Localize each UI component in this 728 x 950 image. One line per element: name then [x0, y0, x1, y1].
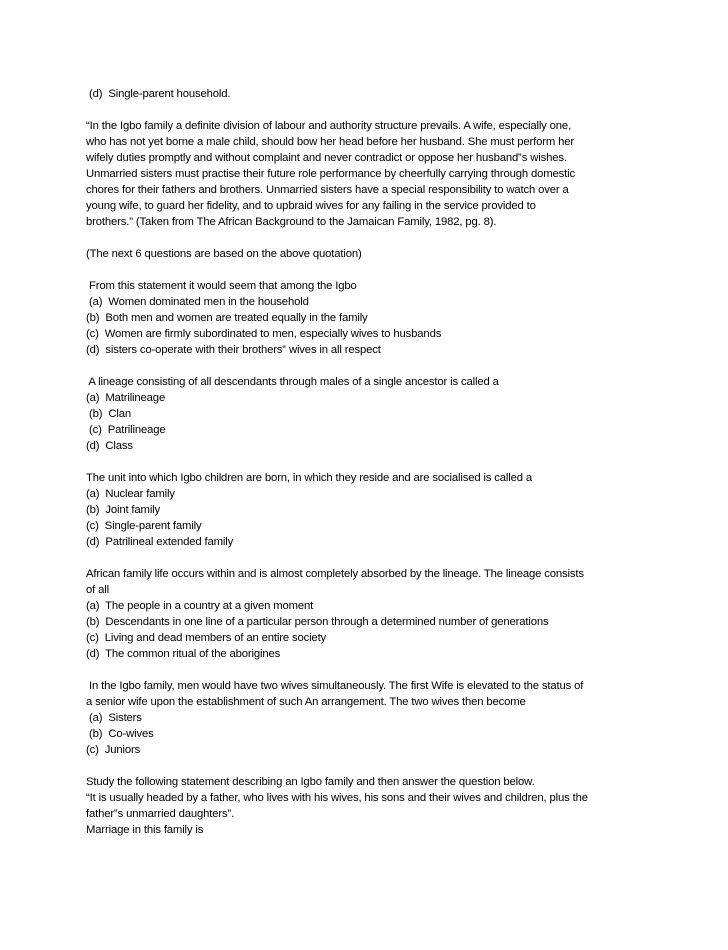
question-stem — [86, 934, 646, 950]
question-stem: A lineage consisting of all descendants through males of a single ancestor is called a — [86, 376, 499, 388]
question-stem: of all — [86, 584, 109, 596]
answer-option: (d) Patrilineal extended family — [86, 536, 234, 548]
instruction-note — [86, 246, 646, 262]
answer-option: (d) The common ritual of the aborigines — [86, 648, 281, 660]
answer-option: a senior wife upon the establishment of such An arrangement. The two wives then become — [86, 696, 526, 708]
document-page — [86, 86, 646, 950]
answer-option: (c) Patrilineage — [86, 424, 166, 436]
answer-option: (b) Descendants in one line of a particular person through a determined number of generations — [86, 616, 549, 628]
paragraph-gap — [86, 662, 646, 678]
quotation-line: chores for their fathers and brothers. Unmarried sisters have a special responsibility to watch over a — [86, 184, 569, 196]
answer-option: (c) Living and dead members of an entire society — [86, 632, 327, 644]
answer-option: (d) Class — [86, 440, 133, 452]
question-block — [86, 886, 646, 950]
question-stem — [86, 902, 646, 918]
quotation-line: who has not yet borne a male child, should bow her head before her husband. She must perform her — [86, 136, 574, 148]
question-block — [86, 374, 646, 454]
answer-option: (a) Nuclear family — [86, 488, 175, 500]
question-block — [86, 678, 646, 758]
question-stem: The unit into which Igbo children are born, in which they reside and are socialised is called a — [86, 472, 533, 484]
question-block — [86, 470, 646, 550]
question-stem: From this statement it would seem that among the Igbo — [86, 280, 357, 292]
answer-option: father‟s unmarried daughters”. — [86, 808, 235, 820]
quotation-line: brothers.” (Taken from The African Background to the Jamaican Family, 1982, pg. 8). — [86, 216, 497, 228]
answer-option: (a) Sisters — [86, 712, 142, 724]
answer-option: (b) Co-wives — [86, 728, 154, 740]
paragraph-gap — [86, 102, 646, 118]
quotation-line: young wife, to guard her fidelity, and to upbraid wives for any failing in the service provided to — [86, 200, 536, 212]
quotation-line: Unmarried sisters must practise their future role performance by cheerfully carrying through domestic — [86, 168, 576, 180]
answer-option: (d) Single-parent household. — [86, 88, 231, 100]
paragraph-gap — [86, 262, 646, 278]
answer-option-block — [86, 86, 646, 102]
answer-option: Marriage in this family is — [86, 824, 204, 836]
answer-option: (b) Both men and women are treated equally in the family — [86, 312, 368, 324]
question-stem: In the Igbo family, men would have two wives simultaneously. The first Wife is elevated to the status of — [86, 680, 584, 692]
answer-option: (c) Juniors — [86, 744, 141, 756]
answer-option: (c) Women are firmly subordinated to men, especially wives to husbands — [86, 328, 442, 340]
question-block — [86, 278, 646, 358]
paragraph-gap — [86, 230, 646, 246]
answer-option — [86, 854, 646, 870]
answer-option — [86, 838, 646, 854]
quotation-line: “In the Igbo family a definite division of labour and authority structure prevails. A wife, especially one, — [86, 120, 572, 132]
answer-option: (c) Single-parent family — [86, 520, 202, 532]
instruction-line: (The next 6 questions are based on the above quotation) — [86, 248, 362, 260]
paragraph-gap — [86, 454, 646, 470]
paragraph-gap — [86, 358, 646, 374]
question-stem — [86, 918, 646, 934]
question-stem — [86, 886, 646, 902]
answer-option: (b) Clan — [86, 408, 131, 420]
quotation-line: wifely duties promptly and without complaint and never contradict or oppose her husband‟s wishes. — [86, 152, 567, 164]
paragraph-gap — [86, 550, 646, 566]
answer-option: (a) Matrilineage — [86, 392, 166, 404]
answer-option: (a) Women dominated men in the household — [86, 296, 309, 308]
paragraph-gap — [86, 758, 646, 774]
question-stem: “It is usually headed by a father, who lives with his wives, his sons and their wives and children, plus the — [86, 792, 588, 804]
question-block — [86, 774, 646, 870]
answer-option: (d) sisters co-operate with their brothers‟ wives in all respect — [86, 344, 381, 356]
quotation-paragraph — [86, 118, 646, 230]
answer-option: (b) Joint family — [86, 504, 161, 516]
paragraph-gap — [86, 870, 646, 886]
answer-option: (a) The people in a country at a given moment — [86, 600, 314, 612]
question-stem: African family life occurs within and is almost completely absorbed by the lineage. The lineage consists — [86, 568, 584, 580]
question-stem: Study the following statement describing an Igbo family and then answer the question below. — [86, 776, 535, 788]
question-block — [86, 566, 646, 662]
